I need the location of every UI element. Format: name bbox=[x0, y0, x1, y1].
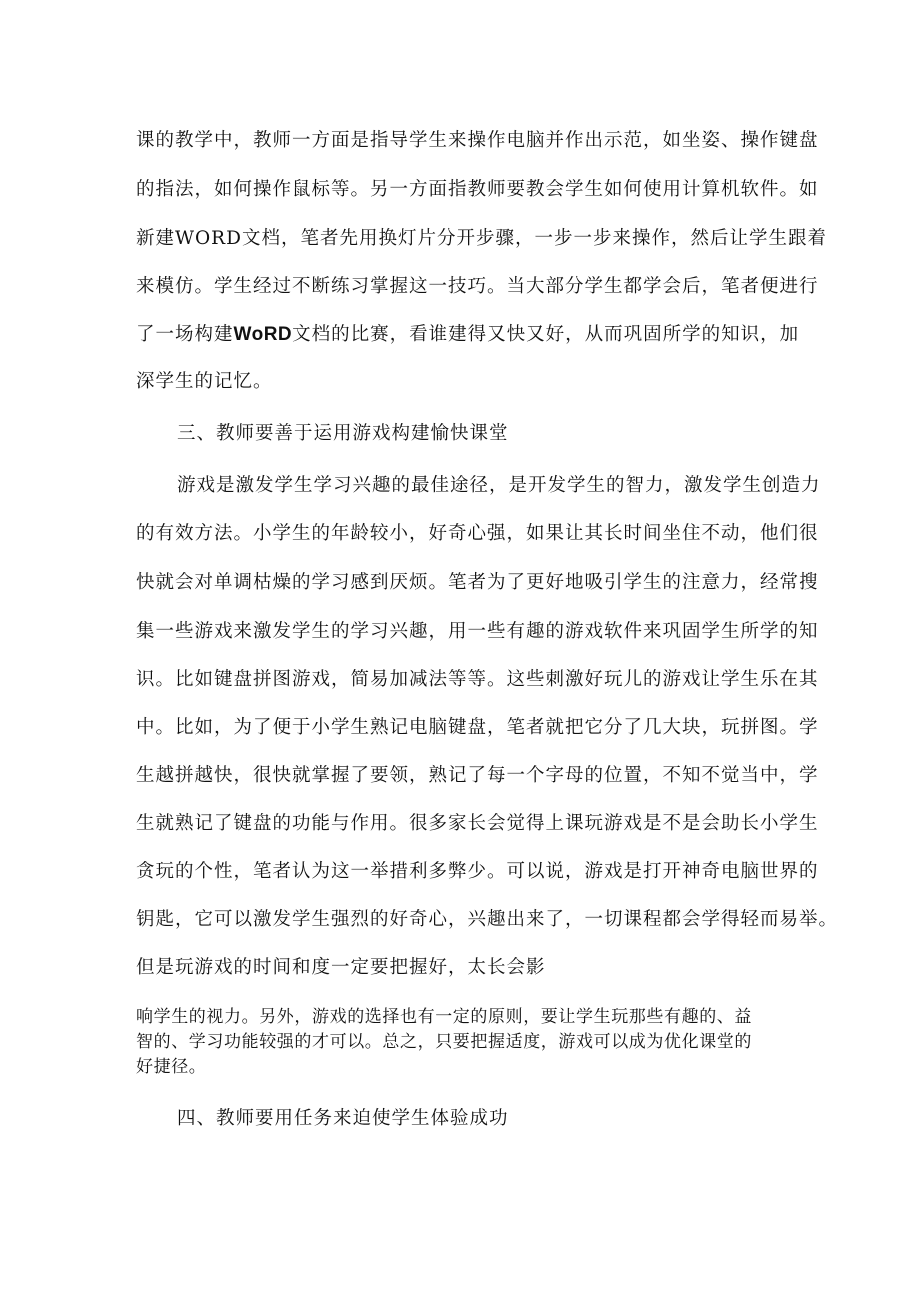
p1-line-1: 课的教学中，教师一方面是指导学生来操作电脑并作出示范，如坐姿、操作键盘 bbox=[136, 130, 819, 151]
p2-line-7: 生越拼越快，很快就掌握了要领，熟记了每一个字母的位置，不知不觉当中，学 bbox=[136, 765, 819, 786]
p2-line-11: 但是玩游戏的时间和度一定要把握好，太长会影 bbox=[136, 957, 546, 978]
p1-line-2: 的指法，如何操作鼠标等。另一方面指教师要教会学生如何使用计算机软件。如 bbox=[136, 179, 819, 200]
p2-line-1: 游戏是激发学生学习兴趣的最佳途径，是开发学生的智力，激发学生创造力 bbox=[177, 475, 821, 496]
p2-line-14: 好捷径。 bbox=[136, 1057, 207, 1077]
p1-line-5-pre: 了一场构建 bbox=[136, 324, 234, 345]
p2-line-6: 中。比如，为了便于小学生熟记电脑键盘，笔者就把它分了几大块，玩拼图。学 bbox=[136, 717, 819, 738]
p2-line-4: 集一些游戏来激发学生的学习兴趣，用一些有趣的游戏软件来巩固学生所学的知 bbox=[136, 621, 819, 642]
section-heading-4: 四、教师要用任务来迫使学生体验成功 bbox=[177, 1108, 509, 1129]
p2-line-10: 钥匙，它可以激发学生强烈的好奇心，兴趣出来了，一切课程都会学得轻而易举。 bbox=[136, 909, 839, 930]
p2-line-2: 的有效方法。小学生的年龄较小，好奇心强，如果让其长时间坐住不动，他们很 bbox=[136, 523, 819, 544]
p1-line-4: 来模仿。学生经过不断练习掌握这一技巧。当大部分学生都学会后，笔者便进行 bbox=[136, 276, 819, 297]
p2-line-12: 响学生的视力。另外，游戏的选择也有一定的原则，要让学生玩那些有趣的、益 bbox=[136, 1007, 752, 1027]
p2-line-3: 快就会对单调枯燥的学习感到厌烦。笔者为了更好地吸引学生的注意力，经常搜 bbox=[136, 572, 819, 593]
p1-line-6: 深学生的记忆。 bbox=[136, 371, 273, 392]
p2-line-9: 贪玩的个性，笔者认为这一举措利多弊少。可以说，游戏是打开神奇电脑世界的 bbox=[136, 861, 819, 882]
p2-line-13: 智的、学习功能较强的才可以。总之，只要把握适度，游戏可以成为优化课堂的 bbox=[136, 1032, 752, 1052]
section-heading-3: 三、教师要善于运用游戏构建愉快课堂 bbox=[177, 423, 509, 444]
p1-line-5-post: 文档的比赛，看谁建得又快又好，从而巩固所学的知识，加 bbox=[292, 324, 800, 345]
p1-line-5 bbox=[136, 323, 799, 347]
word-term: WoRD bbox=[233, 324, 293, 345]
p2-line-8: 生就熟记了键盘的功能与作用。很多家长会觉得上课玩游戏是不是会助长小学生 bbox=[136, 813, 819, 834]
p2-line-5: 识。比如键盘拼图游戏，简易加减法等等。这些刺激好玩儿的游戏让学生乐在其 bbox=[136, 669, 819, 690]
p1-line-3: 新建WORD文档，笔者先用换灯片分开步骤，一步一步来操作，然后让学生跟着 bbox=[136, 228, 827, 249]
